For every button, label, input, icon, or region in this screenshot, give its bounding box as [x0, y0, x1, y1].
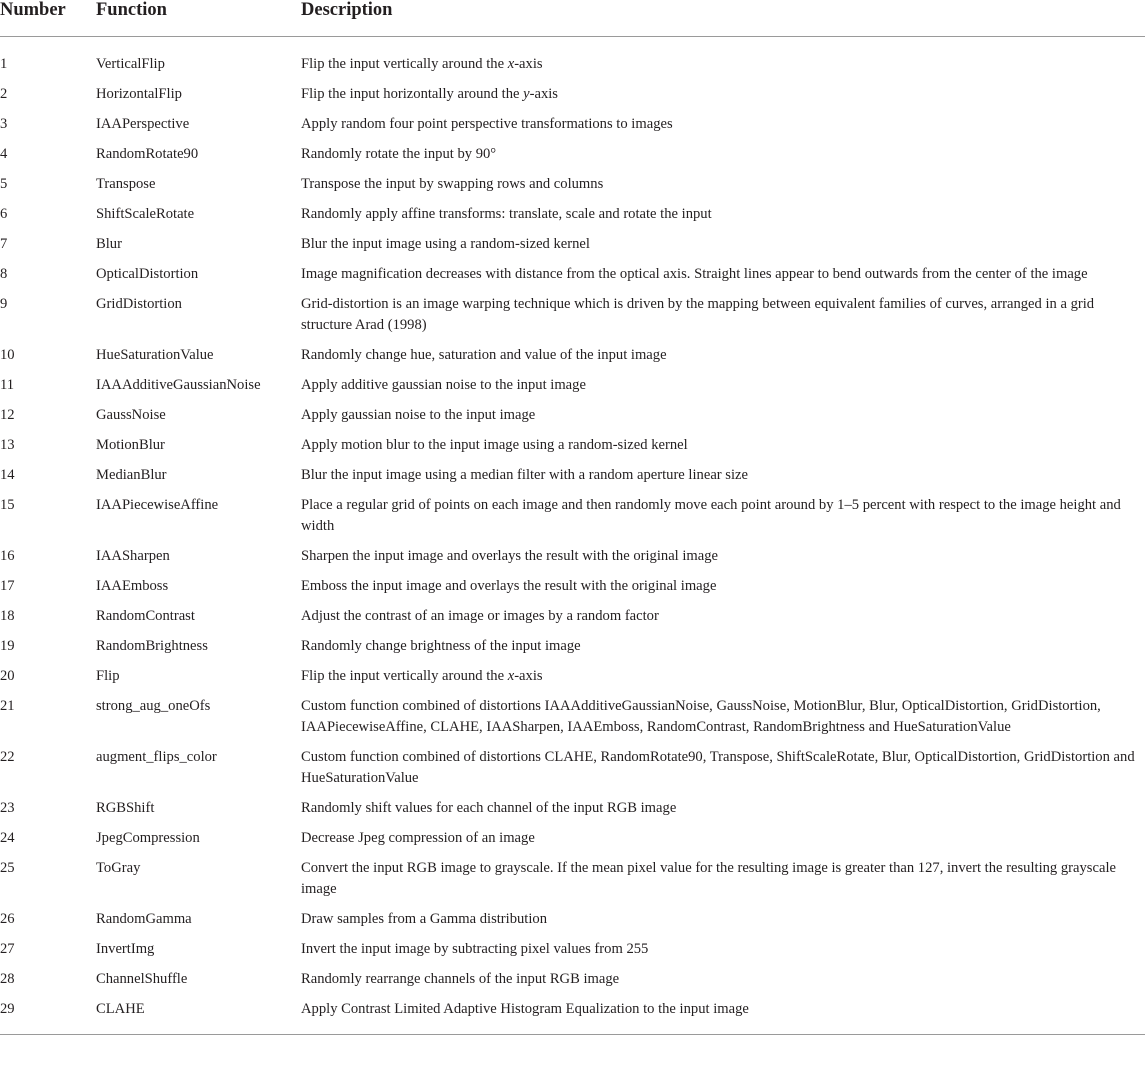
table-row [0, 576, 1145, 606]
header-description: Description [300, 0, 1145, 37]
table-body [0, 37, 1145, 1035]
row-number: 25 [0, 860, 15, 876]
row-number: 20 [0, 668, 15, 684]
table-row [0, 264, 1145, 294]
row-number: 6 [0, 206, 8, 222]
header-function: Function [95, 0, 300, 37]
row-function: MotionBlur [96, 437, 165, 453]
row-number: 16 [0, 548, 15, 564]
row-function: Transpose [96, 176, 156, 192]
row-function: IAAAdditiveGaussianNoise [96, 377, 261, 393]
row-function: ToGray [96, 860, 141, 876]
row-number: 13 [0, 437, 15, 453]
row-description: Randomly apply affine transforms: translate, scale and rotate the input [301, 206, 712, 222]
row-description: Flip the input vertically around the x-axis [301, 668, 543, 684]
table-row [0, 345, 1145, 375]
row-description: Invert the input image by subtracting pixel values from 255 [301, 941, 649, 957]
table-row [0, 144, 1145, 174]
row-function: InvertImg [96, 941, 155, 957]
row-function: IAAEmboss [96, 578, 169, 594]
row-number: 12 [0, 407, 15, 423]
table-row [0, 174, 1145, 204]
table-row [0, 84, 1145, 114]
row-function: GridDistortion [96, 296, 182, 312]
row-number: 29 [0, 1001, 15, 1017]
row-function: HueSaturationValue [96, 347, 214, 363]
table-row [0, 405, 1145, 435]
row-number: 2 [0, 86, 8, 102]
row-function: MedianBlur [96, 467, 167, 483]
table-row [0, 546, 1145, 576]
row-function: JpegCompression [96, 830, 200, 846]
table-row [0, 909, 1145, 939]
row-description: Flip the input vertically around the x-axis [301, 56, 543, 72]
row-description: Apply motion blur to the input image using a random-sized kernel [301, 437, 688, 453]
table-row [0, 858, 1145, 909]
row-description: Randomly change hue, saturation and value of the input image [301, 347, 667, 363]
row-function: Blur [96, 236, 122, 252]
row-number: 11 [0, 377, 15, 393]
row-function: ChannelShuffle [96, 971, 188, 987]
row-number: 14 [0, 467, 15, 483]
header-number: Number [0, 0, 95, 37]
row-function: Flip [96, 668, 120, 684]
row-function: IAASharpen [96, 548, 170, 564]
table-row [0, 798, 1145, 828]
row-description: Emboss the input image and overlays the result with the original image [301, 578, 717, 594]
row-number: 15 [0, 497, 15, 513]
row-description: Draw samples from a Gamma distribution [301, 911, 548, 927]
row-description: Randomly rotate the input by 90° [301, 146, 497, 162]
row-function: CLAHE [96, 1001, 145, 1017]
table-bottom-rule [0, 1034, 1145, 1035]
row-description: Decrease Jpeg compression of an image [301, 830, 535, 846]
row-function: ShiftScaleRotate [96, 206, 195, 222]
row-description: Convert the input RGB image to grayscale. If the mean pixel value for the resulting image is greater than 127, invert the resulting grayscale image [301, 860, 1116, 897]
row-description: Randomly change brightness of the input image [301, 638, 581, 654]
table-row [0, 666, 1145, 696]
row-function: OpticalDistortion [96, 266, 199, 282]
row-description: Blur the input image using a median filter with a random aperture linear size [301, 467, 748, 483]
header-row [0, 0, 1145, 37]
row-function: RGBShift [96, 800, 155, 816]
row-number: 27 [0, 941, 15, 957]
row-function: augment_flips_color [96, 749, 217, 765]
table-row [0, 495, 1145, 546]
row-number: 3 [0, 116, 8, 132]
row-function: strong_aug_oneOfs [96, 698, 211, 714]
table-header [0, 0, 1145, 37]
table-row [0, 969, 1145, 999]
row-number: 21 [0, 698, 15, 714]
row-function: RandomRotate90 [96, 146, 199, 162]
row-description: Transpose the input by swapping rows and columns [301, 176, 604, 192]
row-number: 9 [0, 296, 8, 312]
row-function: IAAPerspective [96, 116, 190, 132]
table-row [0, 204, 1145, 234]
row-number: 5 [0, 176, 8, 192]
row-number: 7 [0, 236, 8, 252]
table-row [0, 828, 1145, 858]
row-description: Flip the input horizontally around the y-axis [301, 86, 558, 102]
row-description: Blur the input image using a random-sized kernel [301, 236, 590, 252]
row-description: Grid-distortion is an image warping technique which is driven by the mapping between equivalent families of curves, arranged in a grid structure Arad (1998) [301, 296, 1095, 333]
row-description: Image magnification decreases with distance from the optical axis. Straight lines appear to bend outwards from the center of the image [301, 266, 1088, 282]
table-row [0, 747, 1145, 798]
row-function: RandomGamma [96, 911, 192, 927]
row-number: 17 [0, 578, 15, 594]
row-description: Place a regular grid of points on each image and then randomly move each point around by 1–5 percent with respect to the image height and width [301, 497, 1121, 534]
table-row [0, 636, 1145, 666]
row-description: Apply Contrast Limited Adaptive Histogram Equalization to the input image [301, 1001, 749, 1017]
row-function: IAAPiecewiseAffine [96, 497, 219, 513]
row-description: Sharpen the input image and overlays the result with the original image [301, 548, 719, 564]
table-row [0, 696, 1145, 747]
table-row [0, 294, 1145, 345]
row-number: 10 [0, 347, 15, 363]
row-description: Apply random four point perspective transformations to images [301, 116, 673, 132]
row-function: RandomContrast [96, 608, 195, 624]
row-description: Randomly rearrange channels of the input RGB image [301, 971, 620, 987]
row-function: GaussNoise [96, 407, 166, 423]
table-row [0, 939, 1145, 969]
table-row [0, 234, 1145, 264]
row-number: 23 [0, 800, 15, 816]
row-number: 28 [0, 971, 15, 987]
row-description: Adjust the contrast of an image or images by a random factor [301, 608, 659, 624]
table-row [0, 435, 1145, 465]
row-description: Randomly shift values for each channel of the input RGB image [301, 800, 677, 816]
row-number: 22 [0, 749, 15, 765]
row-number: 24 [0, 830, 15, 846]
row-description: Custom function combined of distortions CLAHE, RandomRotate90, Transpose, ShiftScaleRotate, Blur, OpticalDistortion, GridDistortion and HueSaturationValue [301, 749, 1135, 786]
row-number: 4 [0, 146, 8, 162]
row-number: 8 [0, 266, 8, 282]
row-description: Apply additive gaussian noise to the input image [301, 377, 586, 393]
row-number: 19 [0, 638, 15, 654]
row-function: VerticalFlip [96, 56, 165, 72]
table-row [0, 375, 1145, 405]
row-number: 18 [0, 608, 15, 624]
row-number: 1 [0, 56, 8, 72]
table-row [0, 606, 1145, 636]
row-description: Apply gaussian noise to the input image [301, 407, 536, 423]
table-row [0, 114, 1145, 144]
table-row [0, 999, 1145, 1034]
table-row [0, 37, 1145, 85]
row-description: Custom function combined of distortions IAAAdditiveGaussianNoise, GaussNoise, MotionBlur, Blur, OpticalDistortion, GridDistortion, IAAPiecewiseAffine, CLAHE, IAASharpen, IAAEmboss, RandomContrast, RandomBrightness and HueSaturationValue [301, 698, 1101, 735]
row-function: HorizontalFlip [96, 86, 182, 102]
row-function: RandomBrightness [96, 638, 208, 654]
row-number: 26 [0, 911, 15, 927]
table-row [0, 465, 1145, 495]
